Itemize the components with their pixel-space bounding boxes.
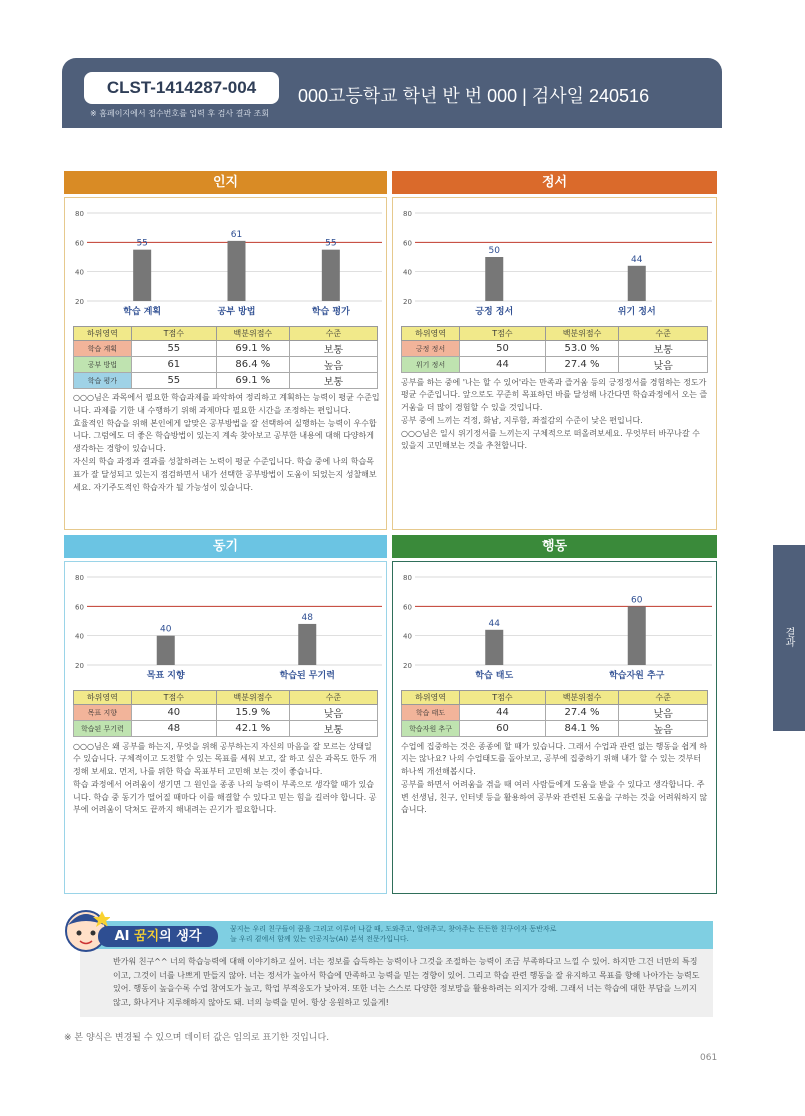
table-header: 하위영역	[74, 691, 132, 705]
table-row	[402, 357, 708, 373]
table-row	[74, 373, 378, 389]
table-cell: 높음	[289, 357, 377, 373]
table-header: 수준	[289, 327, 377, 341]
score-table	[73, 326, 378, 389]
category-label: 학습된 무기력	[279, 671, 335, 681]
section-panel	[392, 197, 717, 530]
score-table	[401, 326, 708, 373]
section-description	[73, 392, 380, 494]
category-label: 목표 지향	[146, 671, 185, 681]
table-header: 백분위점수	[216, 327, 289, 341]
y-tick-label: 60	[75, 603, 84, 612]
footnote: ※ 본 양식은 변경될 수 있으며 데이터 값은 임의로 표기한 것입니다.	[64, 1033, 330, 1043]
side-tab-label: 결과	[783, 627, 794, 647]
section-description	[401, 377, 710, 454]
bar-value-label: 44	[631, 254, 643, 265]
table-cell: 50	[460, 341, 546, 357]
table-cell: 61	[131, 357, 216, 373]
y-tick-label: 20	[75, 298, 84, 306]
table-cell: 69.1 %	[216, 373, 289, 389]
category-label: 긍정 정서	[475, 307, 514, 317]
category-label: 학습 태도	[475, 671, 514, 681]
table-header: 백분위점수	[216, 691, 289, 705]
category-label: 학습 평가	[311, 307, 350, 317]
section-panel	[392, 561, 717, 894]
section-title: 동기	[64, 535, 387, 558]
description-paragraph: 수업에 집중하는 것은 종종에 할 때가 있습니다. 그래서 수업과 관련 없는 행동을 쉽게 하지는 않나요? 나의 수업태도를 돌아보고, 공부에 집중하기 위해 내가 할 수 있는 것부터 하나씩 개선해봅시다.	[401, 741, 708, 777]
bar-value-label: 44	[488, 618, 500, 629]
table-header: T점수	[131, 327, 216, 341]
table-row	[74, 721, 378, 737]
table-cell: 학습 태도	[402, 705, 460, 721]
table-cell: 학습된 무기력	[74, 721, 132, 737]
report-header	[62, 58, 722, 128]
table-cell: 69.1 %	[216, 341, 289, 357]
bar	[485, 257, 503, 301]
bar-chart	[65, 562, 388, 690]
table-cell: 낮음	[619, 357, 708, 373]
bar	[133, 250, 151, 301]
bar-chart	[65, 198, 388, 326]
table-cell: 55	[131, 341, 216, 357]
category-label: 위기 정서	[617, 307, 656, 317]
y-tick-label: 60	[403, 603, 412, 612]
table-row	[402, 705, 708, 721]
table-cell: 학습자원 추구	[402, 721, 460, 737]
section-panel	[64, 197, 387, 530]
y-tick-label: 80	[75, 210, 84, 218]
page-number: 061	[700, 1053, 718, 1063]
table-cell: 55	[131, 373, 216, 389]
table-header: 하위영역	[74, 327, 132, 341]
ai-message: 반가워 친구^^ 너의 학습능력에 대해 이야기하고 싶어. 너는 정보를 습득하는 능력이나 그것을 조절하는 능력이 조금 부족하다고 느낄 수 있어. 하지만 그건 너만의 특징이고, 그것이 너를 나쁘게 만들지 않아. 너는 정서가 높아서 학습에 만족하고 능력을 믿는 경향이 있어. 그리고 학습 관련 행동을 잘 유지하고 목표를 향해 나아가는 능력도 있어. 행동이 높을수록 수업 참여도가 높고, 학업 부적응도가 낮아져. 또한 너는 스스로 다양한 정보망을 활용하려는 의지가 강해. 그래서 너는 학습에 대한 부담을 느끼지 않고, 화나거나 지루해하지 않아도 돼. 너의 능력을 믿어. 항상 응원하고 있을게!	[113, 957, 700, 1007]
table-cell: 53.0 %	[545, 341, 618, 357]
table-row	[74, 705, 378, 721]
description-paragraph: 공부 중에 느끼는 걱정, 화남, 지루함, 좌절감의 수준이 낮은 편입니다.	[401, 415, 643, 425]
table-cell: 84.1 %	[545, 721, 618, 737]
section-panel	[64, 561, 387, 894]
y-tick-label: 40	[75, 632, 84, 641]
bar-chart	[393, 198, 718, 326]
table-header: T점수	[460, 691, 546, 705]
bar	[485, 630, 503, 665]
table-cell: 공부 방법	[74, 357, 132, 373]
y-tick-label: 60	[75, 239, 84, 248]
table-cell: 48	[131, 721, 216, 737]
description-paragraph: ○○○님은 왜 공부를 하는지, 무엇을 위해 공부하는지 자신의 마음을 잘 모르는 상태일 수 있습니다. 구체적이고 도전할 수 있는 목표를 세워 보고, 잘 하고 싶은 과목도 한두 개 정해 보세요. 먼저, 나를 위한 학습 목표부터 고민해 보는 것이 좋습니다.	[73, 741, 377, 777]
table-header: T점수	[131, 691, 216, 705]
ai-label: AI 꿈지의 생각	[98, 926, 218, 947]
table-cell: 낮음	[289, 705, 377, 721]
description-paragraph: ○○○님은 과목에서 필요한 학습과제를 파악하여 정리하고 계획하는 능력이 평균 수준입니다. 과제를 기한 내 수행하기 위해 과제마다 필요한 시간을 조정하는 편입니다.	[73, 393, 380, 415]
table-cell: 높음	[619, 721, 708, 737]
table-row	[402, 721, 708, 737]
ai-description: 꿈지는 우리 친구들이 꿈을 그리고 이루어 나갈 때, 도와주고, 알려주고, 찾아주는 든든한 친구이자 동반자로 늘 우리 곁에서 함께 있는 인공지능(AI) 분석 전문가입니다.	[230, 925, 557, 943]
bar	[228, 241, 246, 301]
table-cell: 위기 정서	[402, 357, 460, 373]
bar-value-label: 48	[301, 612, 313, 623]
y-tick-label: 40	[403, 268, 412, 277]
description-paragraph: 자신의 학습 과정과 결과를 성찰하려는 노력이 평균 수준입니다. 학습 중에 나의 학습목표가 잘 달성되고 있는지 점검하면서 내가 선택한 공부방법이 도움이 되었는지 성찰해보세요. 자기주도적인 학습자가 될 가능성이 있습니다.	[73, 456, 377, 492]
table-header: 백분위점수	[545, 327, 618, 341]
table-cell: 42.1 %	[216, 721, 289, 737]
table-header: 수준	[289, 691, 377, 705]
side-tab[interactable]	[773, 545, 805, 731]
score-table	[73, 690, 378, 737]
table-cell: 학습 평가	[74, 373, 132, 389]
description-paragraph: 효율적인 학습을 위해 본인에게 알맞은 공부방법을 잘 선택하여 실행하는 능력이 우수합니다. 그럼에도 더 좋은 학습방법이 있는지 계속 찾아보고 공부한 내용에 대해 다양하게 생각하는 경향이 있습니다.	[73, 418, 377, 454]
y-tick-label: 80	[403, 574, 412, 582]
table-cell: 보통	[619, 341, 708, 357]
table-cell: 27.4 %	[545, 357, 618, 373]
student-info-title: 000고등학교 학년 반 번 000 | 검사일 240516	[298, 86, 650, 106]
category-label: 학습자원 추구	[609, 671, 665, 681]
bar	[322, 250, 340, 301]
y-tick-label: 20	[403, 298, 412, 306]
bar	[157, 636, 175, 665]
bar-value-label: 50	[488, 246, 500, 256]
table-row	[74, 341, 378, 357]
description-paragraph: 공부를 하면서 어려움을 겪을 때 여러 사람들에게 도움을 받을 수 있다고 생각합니다. 주변 선생님, 친구, 인터넷 등을 활용하여 공부와 관련된 도움을 구하는 것을 어려워하지 않습니다.	[401, 779, 708, 815]
table-cell: 86.4 %	[216, 357, 289, 373]
section-description	[401, 741, 710, 818]
table-cell: 보통	[289, 721, 377, 737]
table-cell: 44	[460, 705, 546, 721]
bar-value-label: 55	[325, 238, 337, 249]
description-paragraph: ○○○님은 일시 위기정서를 느끼는지 구체적으로 떠올려보세요. 무엇부터 바꾸나갈 수 있을지 고민해보는 것을 추천합니다.	[401, 428, 700, 451]
description-paragraph: 학습 과정에서 어려움이 생기면 그 원인을 종종 나의 능력이 부족으로 생각할 때가 있습니다. 학습 중 동기가 떨어질 때마다 이를 해결할 수 있다고 믿는 힘을 길러야 합니다. 공부에 어려움이 닥쳐도 끝까지 해내려는 끈기가 필요합니다.	[73, 779, 377, 815]
table-cell: 40	[131, 705, 216, 721]
bar	[628, 266, 646, 301]
table-header: 하위영역	[402, 691, 460, 705]
y-tick-label: 60	[403, 239, 412, 248]
table-row	[74, 357, 378, 373]
bar	[628, 606, 646, 665]
y-tick-label: 40	[75, 268, 84, 277]
bar-value-label: 55	[136, 238, 148, 249]
table-header: 수준	[619, 691, 708, 705]
y-tick-label: 40	[403, 632, 412, 641]
exam-id: CLST-1414287-004	[84, 72, 279, 104]
bar-value-label: 40	[160, 624, 172, 635]
table-cell: 보통	[289, 373, 377, 389]
bar-value-label: 61	[230, 229, 243, 240]
table-cell: 15.9 %	[216, 705, 289, 721]
section-description	[73, 741, 380, 818]
table-cell: 보통	[289, 341, 377, 357]
table-cell: 학습 계획	[74, 341, 132, 357]
y-tick-label: 20	[403, 662, 412, 670]
table-cell: 27.4 %	[545, 705, 618, 721]
table-cell: 목표 지향	[74, 705, 132, 721]
table-cell: 60	[460, 721, 546, 737]
category-label: 학습 계획	[123, 307, 162, 317]
category-label: 공부 방법	[217, 307, 256, 317]
section-title: 인지	[64, 171, 387, 194]
y-tick-label: 20	[75, 662, 84, 670]
table-cell: 낮음	[619, 705, 708, 721]
table-header: 하위영역	[402, 327, 460, 341]
exam-id-note: ※ 홈페이지에서 접수번호를 입력 후 검사 결과 조회	[90, 109, 270, 118]
bar-chart	[393, 562, 718, 690]
table-header: 백분위점수	[545, 691, 618, 705]
bar	[298, 624, 316, 665]
section-title: 정서	[392, 171, 717, 194]
y-tick-label: 80	[403, 210, 412, 218]
description-paragraph: 공부를 하는 중에 '나는 할 수 있어'라는 만족과 즐거움 등의 긍정정서를 경험하는 정도가 평균 수준입니다. 앞으로도 꾸준히 목표하던 바를 달성해 나간다면 학습과정에서 오는 즐거움을 더 많이 경험할 수 있을 것입니다.	[401, 377, 708, 413]
table-header: 수준	[619, 327, 708, 341]
bar-value-label: 60	[631, 595, 643, 606]
table-header: T점수	[460, 327, 546, 341]
table-cell: 긍정 정서	[402, 341, 460, 357]
section-title: 행동	[392, 535, 717, 558]
score-table	[401, 690, 708, 737]
table-row	[402, 341, 708, 357]
table-cell: 44	[460, 357, 546, 373]
y-tick-label: 80	[75, 574, 84, 582]
